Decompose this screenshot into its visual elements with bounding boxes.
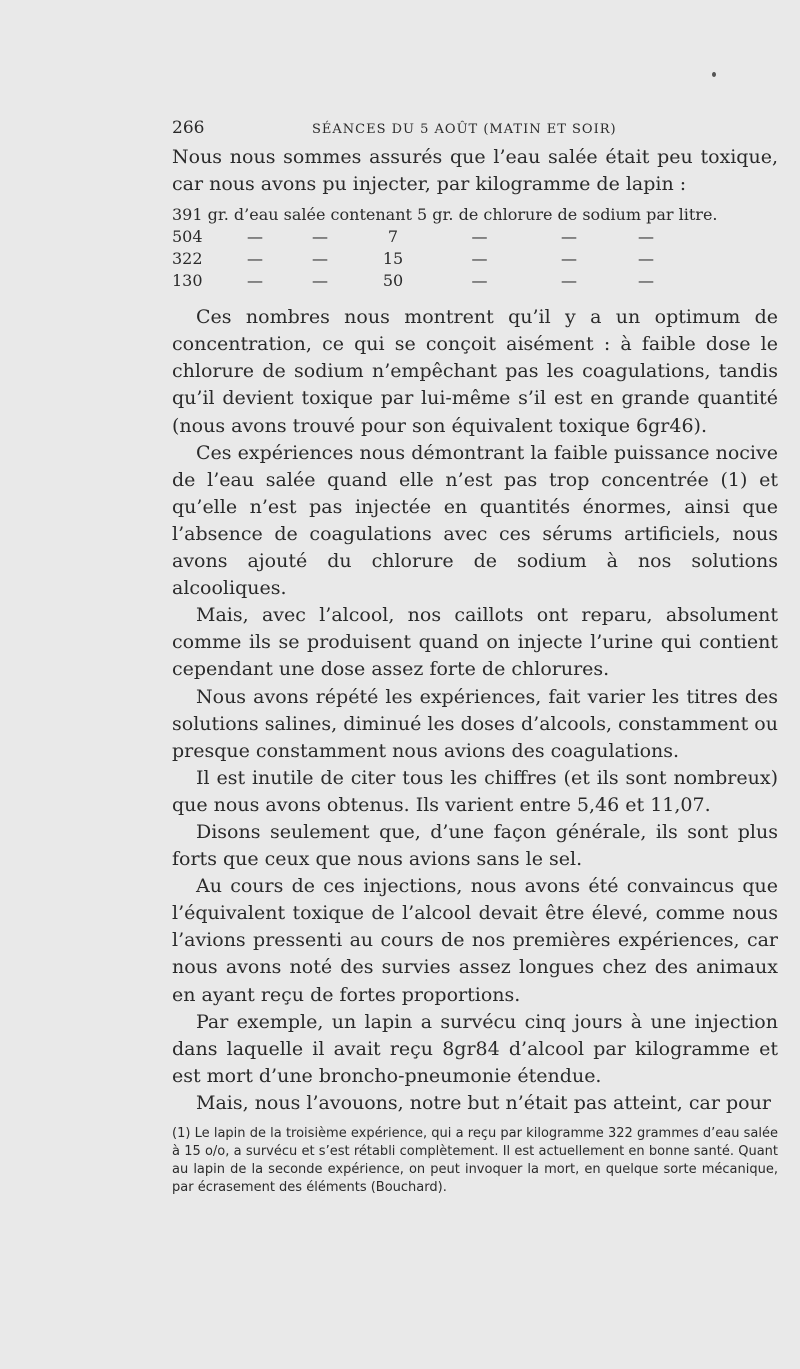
running-title: SÉANCES DU 5 AOÛT (MATIN ET SOIR) [312,122,617,137]
footnote-text: (1) Le lapin de la troisième expérience, qui a reçu par kilogramme 322 grammes d’eau salée à 15 o/o, a survécu et s’est rétabli complètement. Il est actuellement en bonne santé. Quant au lapin de la seconde expérience, on peut invoquer la mort, en quelque sorte mécanique, par écrasement des éléments (Bouchard). [172,1126,778,1195]
table-row [172,248,778,270]
table-cell: — [561,271,577,291]
table-cell: — [638,227,654,247]
table-row [172,226,778,248]
table-cell: — [247,271,263,291]
table-cell: — [312,227,328,247]
table-cell: — [247,227,263,247]
table-cell: — [561,249,577,269]
table-row [172,204,778,226]
page-speck [712,72,716,77]
table-first-row: 391 gr. d’eau salée contenant 5 gr. de chlorure de sodium par litre. [172,205,718,225]
table-cell: 322 [172,249,203,269]
table-cell: — [561,227,577,247]
footnote [172,1125,778,1197]
table-cell: — [471,271,488,291]
table-cell: 130 [172,271,203,291]
body-paragraph: Disons seulement que, d’une façon générale, ils sont plus forts que ceux que nous avions sans le sel. [172,820,778,871]
table-cell: — [312,249,328,269]
body-paragraph: Par exemple, un lapin a survécu cinq jours à une injection dans laquelle il avait reçu 8gr84 d’alcool par kilogramme et est mort d’une broncho-pneumonie étendue. [172,1010,778,1087]
page-header [172,118,778,144]
dosage-table [172,204,778,292]
body-paragraph: Ces expériences nous démontrant la faible puissance nocive de l’eau salée quand elle n’est pas trop concentrée (1) et qu’elle n’est pas injectée en quantités énormes, ainsi que l’absence de coagulations avec ces sérums artificiels, nous avons ajouté du chlorure de sodium à nos solutions alcooliques. [172,441,778,600]
table-cell: — [638,249,654,269]
table-cell: 50 [382,271,404,291]
table-cell: — [638,271,654,291]
body-paragraph: Nous avons répété les expériences, fait varier les titres des solutions salines, diminué les doses d’alcools, constamment ou presque constamment nous avions des coagulations. [172,685,778,762]
table-cell: 504 [172,227,203,247]
table-cell: — [471,227,488,247]
table-cell: — [312,271,328,291]
body-paragraph: Au cours de ces injections, nous avons été convaincus que l’équivalent toxique de l’alcool devait être élevé, comme nous l’avions pressenti au cours de nos premières expériences, car nous avons noté des survies assez longues chez des animaux en ayant reçu de fortes proportions. [172,875,778,1006]
body-paragraph: Mais, nous l’avouons, notre but n’était pas atteint, car pour [196,1091,771,1114]
table-cell: — [471,249,488,269]
body-paragraph: Il est inutile de citer tous les chiffres (et ils sont nombreux) que nous avons obtenus. Ils varient entre 5,46 et 11,07. [172,766,778,816]
table-cell: 15 [382,249,404,269]
table-cell: 7 [387,227,399,247]
body-paragraph: Ces nombres nous montrent qu’il y a un optimum de concentration, ce qui se conçoit aisément : à faible dose le chlorure de sodium n’empêchant pas les coagulations, tandis qu’il devient toxique par lui-même s’il est en grande quantité (nous avons trouvé pour son équivalent toxique 6gr46). [172,306,778,437]
document-page [172,118,778,1197]
intro-paragraph: Nous nous sommes assurés que l’eau salée était peu toxique, car nous avons pu injecter, par kilogramme de lapin : [172,146,778,196]
table-cell: — [247,249,263,269]
body-paragraph: Mais, avec l’alcool, nos caillots ont reparu, absolument comme ils se produisent quand on injecte l’urine qui contient cependant une dose assez forte de chlorures. [172,604,778,681]
page-number: 266 [172,118,205,138]
table-row [172,270,778,292]
